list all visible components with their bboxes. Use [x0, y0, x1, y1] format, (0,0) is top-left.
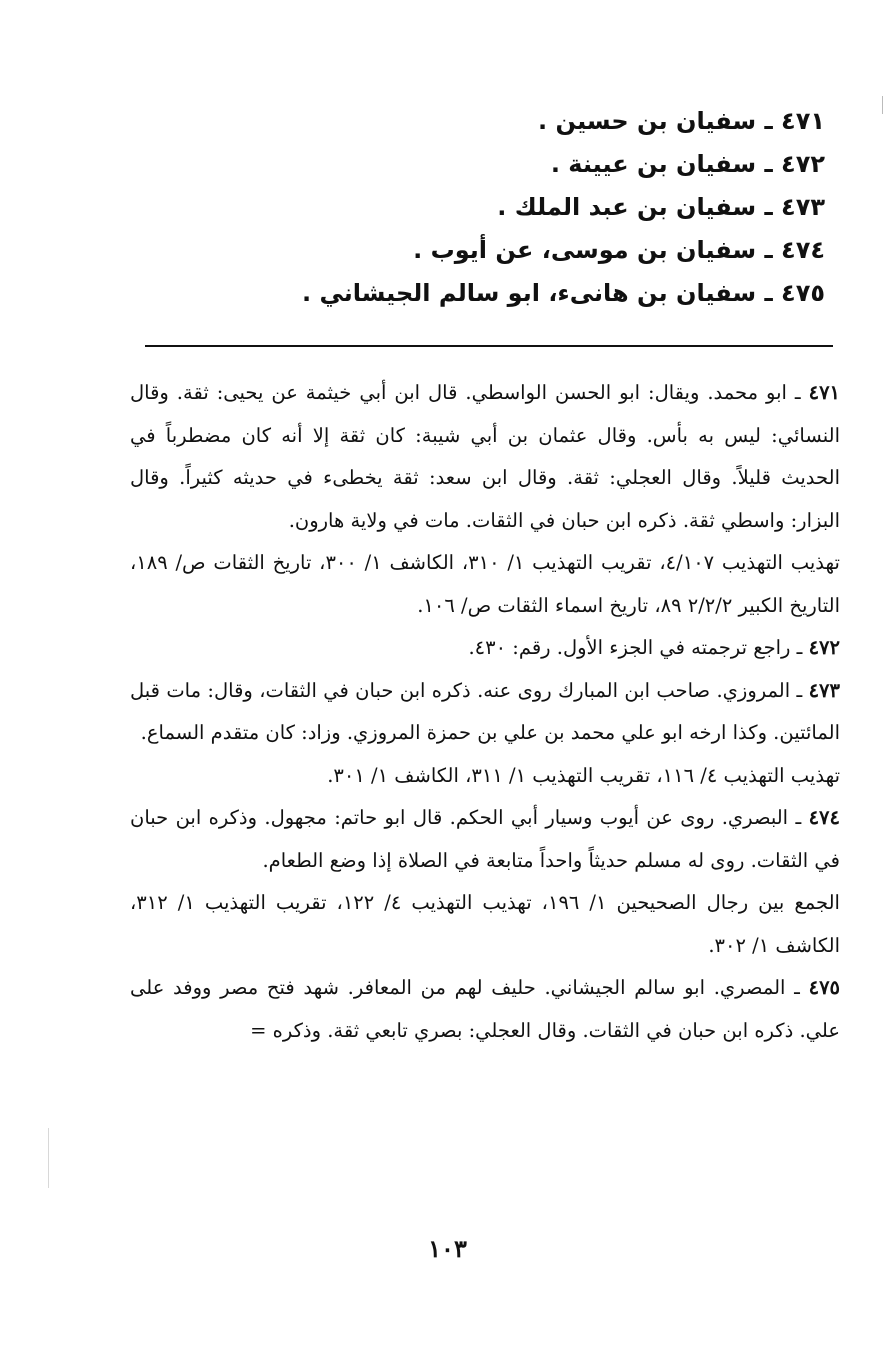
footnote-text: ـ راجع ترجمته في الجزء الأول. رقم: ٤٣٠.	[468, 636, 803, 659]
entry-heading-472: ٤٧٢ ـ سفيان بن عيينة .	[550, 150, 825, 178]
footnote-number: ٤٧٥	[808, 976, 841, 999]
footnote-text: ـ البصري. روى عن أيوب وسيار أبي الحكم. قال ابو حاتم: مجهول. وذكره ابن حبان في الثقات. روى له مسلم حديثاً واحداً متابعة في الصلاة إذا وضع الطعام.	[130, 806, 840, 872]
footnote-references: تهذيب التهذيب ٤/١٠٧، تقريب التهذيب ١/ ٣١٠، الكاشف ١/ ٣٠٠، تاريخ الثقات ص/ ١٨٩، التاريخ الكبير ٢/٢/٢ ٨٩، تاريخ اسماء الثقات ص/ ١٠٦.	[130, 551, 840, 617]
footnote-471	[130, 372, 840, 542]
footnote-473	[130, 670, 840, 755]
entry-heading-471: ٤٧١ ـ سفيان بن حسين .	[538, 107, 825, 135]
footnote-text: ـ المصري. ابو سالم الجيشاني. حليف لهم من المعافر. شهد فتح مصر ووفد على علي. ذكره ابن حبان في الثقات. وقال العجلي: بصري تابعي ثقة. وذكره =	[130, 976, 840, 1042]
entry-heading-474: ٤٧٤ ـ سفيان بن موسى، عن أيوب .	[413, 236, 825, 264]
scan-margin-mark	[48, 1128, 49, 1188]
entry-headings	[301, 100, 825, 315]
footnote-number: ٤٧١	[808, 381, 841, 404]
footnote-475	[130, 967, 840, 1052]
footnote-472	[130, 627, 840, 670]
footnote-number: ٤٧٢	[808, 636, 840, 659]
footnote-references: تهذيب التهذيب ٤/ ١١٦، تقريب التهذيب ١/ ٣١١، الكاشف ١/ ٣٠١.	[327, 763, 840, 787]
entry-heading-473: ٤٧٣ ـ سفيان بن عبد الملك .	[497, 193, 825, 221]
footnote-divider	[145, 345, 833, 347]
footnote-number: ٤٧٤	[808, 806, 840, 829]
footnote-text: ـ ابو محمد. ويقال: ابو الحسن الواسطي. قال ابن أبي خيثمة عن يحيى: ثقة. وقال النسائي: ليس به بأس. وقال عثمان بن أبي شيبة: كان ثقة إلا أنه كان مضطرباً في الحديث قليلاً. وقال العجلي: ثقة. وقال ابن سعد: ثقة يخطىء في حديثه كثيراً. وقال البزار: واسطي ثقة. ذكره ابن حبان في الثقات. مات في ولاية هارون.	[130, 381, 840, 532]
footnote-474	[130, 797, 840, 882]
page-number: ١٠٣	[428, 1234, 467, 1263]
scan-margin-mark	[882, 96, 883, 114]
footnote-references: الجمع بين رجال الصحيحين ١/ ١٩٦، تهذيب التهذيب ٤/ ١٢٢، تقريب التهذيب ١/ ٣١٢، الكاشف ١/ ٣٠٢.	[130, 891, 840, 957]
footnote-text: ـ المروزي. صاحب ابن المبارك روى عنه. ذكره ابن حبان في الثقات، وقال: مات قبل المائتين. وكذا ارخه ابو علي محمد بن علي بن حمزة المروزي. وزاد: كان متقدم السماع.	[130, 678, 840, 744]
footnotes	[130, 372, 840, 1052]
entry-heading-475: ٤٧٥ ـ سفيان بن هانىء، ابو سالم الجيشاني .	[301, 279, 825, 307]
footnote-number: ٤٧٣	[808, 678, 840, 702]
